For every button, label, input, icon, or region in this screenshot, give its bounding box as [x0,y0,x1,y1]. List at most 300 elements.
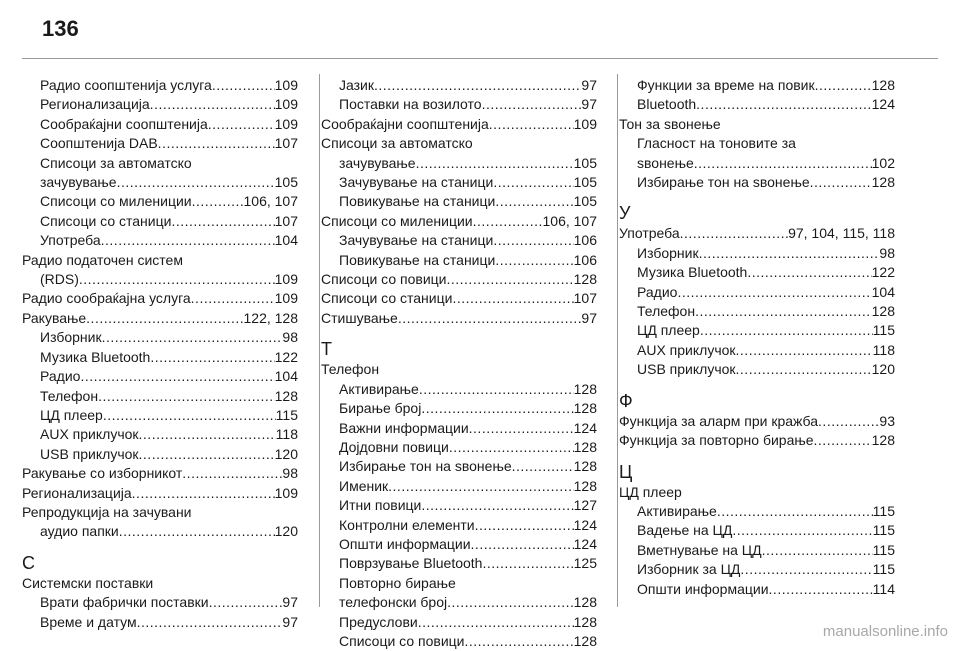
dot-leader [810,173,872,192]
index-entry-page: 115 [872,541,895,558]
page-number: 136 [42,16,79,41]
index-entry-term: Радио [40,368,81,385]
index-entry-page: 98 [879,244,895,261]
index-entry [321,360,597,379]
index-entry [321,593,597,612]
index-entry [22,445,298,464]
index-entry-term: Списоци со милениции [321,212,473,229]
dot-leader [482,554,573,573]
index-entry [321,289,597,308]
index-entry [619,115,895,134]
index-entry-term: Регионализација [22,484,132,501]
index-entry [619,580,895,599]
index-entry [22,574,298,593]
index-entry [321,438,597,457]
index-entry-term: Списоци со милениции [40,193,192,210]
index-entry [619,302,895,321]
index-entry-term: Врати фабрички поставки [40,594,209,611]
index-entry [619,502,895,521]
index-entry-page: 109 [573,115,597,132]
index-entry [22,173,298,192]
dot-leader [418,613,574,632]
index-entry-page: 97 [282,613,298,630]
index-entry [22,289,298,308]
index-entry-page: 115 [872,522,895,539]
index-entry [321,399,597,418]
index-entry [619,321,895,340]
index-entry-page: 107 [274,135,298,152]
index-entry-term: Повикување на станици [339,251,496,268]
index-entry-page: 128 [573,632,597,649]
index-entry-page: 107 [274,212,298,229]
index-entry-page: 109 [274,290,298,307]
dot-leader [447,593,574,612]
index-entry-page: 118 [872,341,895,358]
index-entry-term: Системски поставки [22,574,154,591]
index-entry [22,406,298,425]
index-entry [619,541,895,560]
index-entry-page: 122 [274,348,298,365]
dot-leader [212,76,275,95]
index-entry-page: 98 [282,465,298,482]
index-entry-term: Итни повици [339,497,422,514]
index-entry-page: 128 [274,387,298,404]
index-entry-term: Телефон [40,387,99,404]
index-entry [321,457,597,476]
dot-leader [421,399,573,418]
index-column-2 [321,76,597,651]
dot-leader [209,593,283,612]
index-entry-term: Сообраќајни соопштенија [40,115,208,132]
dot-leader [677,283,871,302]
dot-leader [150,348,274,367]
index-entry-term: Списоци за автоматско [321,135,473,152]
index-entry [22,134,298,153]
dot-leader [388,477,573,496]
index-entry-term: Bluetooth [637,96,697,113]
index-entry-page: 109 [274,115,298,132]
dot-leader [815,76,872,95]
index-entry [22,251,298,270]
dot-leader [495,192,573,211]
index-entry-page: 97 [282,594,298,611]
index-entry-term: телефонски број [339,594,448,611]
index-entry-page: 115 [275,406,298,423]
index-entry [22,522,298,541]
index-entry-term: Избирање тон на ѕвонење [637,174,810,191]
dot-leader [740,560,872,579]
index-entry-page: 105 [274,174,298,191]
index-entry-page: 128 [573,594,597,611]
dot-leader [694,154,872,173]
dot-leader [489,115,574,134]
dot-leader [482,95,582,114]
index-entry [321,535,597,554]
index-entry-page: 128 [573,613,597,630]
index-entry-term: Дојдовни повици [339,438,449,455]
index-entry-page: 115 [872,502,895,519]
index-entry-page: 114 [872,580,895,597]
dot-leader [101,231,275,250]
index-entry-page: 106 [573,232,597,249]
index-entry-term: Повикување на станици [339,193,496,210]
index-entry-page: 120 [274,445,298,462]
index-entry [321,173,597,192]
index-column-1 [22,76,298,632]
index-entry-term: ЦД плеер [619,483,682,500]
index-entry-page: 120 [871,361,895,378]
index-entry-page: 124 [573,419,597,436]
dot-leader [419,380,574,399]
index-entry-page: 122 [871,264,895,281]
index-entry-page: 115 [872,322,895,339]
index-entry [619,244,895,263]
index-entry-term: зачувување [40,174,117,191]
index-entry-term: ЦД плеер [637,322,700,339]
index-entry-page: 93 [879,412,895,429]
index-entry [22,613,298,632]
index-entry-page: 97 [581,309,597,326]
index-entry-page: 115 [872,561,895,578]
index-entry-term: AUX приклучок [40,426,139,443]
dot-leader [495,251,573,270]
dot-leader [102,328,283,347]
index-entry-term: Функции за време на повик [637,77,815,93]
index-entry-term: Изборник за ЦД [637,561,741,578]
index-entry [321,270,597,289]
index-entry-page: 97 [581,96,597,113]
index-entry-term: Списоци со повици [339,632,465,649]
index-section-letter: Ф [619,390,633,411]
index-entry-page: 122, 128 [243,309,298,326]
index-entry-page: 128 [871,432,895,449]
index-entry [321,212,597,231]
index-entry-term: Музика Bluetooth [637,264,748,281]
index-entry [619,134,895,153]
dot-leader [747,263,871,282]
dot-leader [512,457,574,476]
index-entry [321,632,597,651]
watermark: manualsonline.info [822,623,948,640]
dot-leader [398,309,582,328]
dot-leader [449,438,574,457]
index-entry [619,341,895,360]
dot-leader [814,431,872,450]
index-entry-term: AUX приклучок [637,341,736,358]
index-entry-term: Предуслови [339,613,418,630]
dot-leader [192,192,244,211]
index-entry-term: USB приклучок [637,361,736,378]
index-entry-term: Радио соопштенија услуга [40,77,212,93]
dot-leader [471,535,574,554]
index-entry-page: 128 [871,303,895,320]
dot-leader [475,516,574,535]
index-entry [22,192,298,211]
index-entry [22,503,298,522]
index-entry [321,613,597,632]
index-entry-term: Повторно бирање [339,574,456,591]
index-entry [321,251,597,270]
index-entry [22,76,298,95]
dot-leader [717,502,873,521]
index-entry-page: 106, 107 [243,193,298,210]
index-entry-term: Контролни елементи [339,516,475,533]
index-entry [619,173,895,192]
index-entry-term: (RDS) [40,271,79,288]
index-entry [22,309,298,328]
index-entry [321,192,597,211]
index-entry [321,516,597,535]
index-entry-page: 106, 107 [542,212,597,229]
index-entry-term: Именик [339,477,389,494]
index-entry-term: зачувување [339,154,416,171]
index-entry [321,554,597,573]
index-entry [22,115,298,134]
index-entry-term: Изборник [40,329,102,346]
index-entry-page: 97 [581,77,597,93]
dot-leader [86,309,243,328]
dot-leader [150,95,275,114]
index-entry-term: Поврзување Bluetooth [339,555,483,572]
index-entry-term: Телефон [321,361,380,378]
index-section-letter: Т [321,339,332,360]
index-entry-term: Списоци за автоматско [40,154,192,171]
index-entry-page: 106 [573,251,597,268]
index-entry-page: 128 [573,438,597,455]
index-entry-term: Општи информации [339,535,471,552]
index-entry-term: Важни информации [339,419,469,436]
index-entry-page: 125 [573,555,597,572]
index-entry [22,367,298,386]
index-entry-term: Функција за аларм при кражба [619,412,819,429]
index-entry [22,328,298,347]
index-entry-page: 98 [282,329,298,346]
index-entry-term: Списоци со повици [321,271,447,288]
index-entry-term: Музика Bluetooth [40,348,151,365]
index-entry-term: Функција за повторно бирање [619,432,814,449]
index-entry-term: Активирање [637,502,717,519]
index-entry-page: 128 [573,458,597,475]
index-entry [619,154,895,173]
index-entry [619,360,895,379]
index-entry [22,464,298,483]
dot-leader [182,464,282,483]
index-entry-page: 128 [573,271,597,288]
index-entry-term: Списоци со станици [40,212,172,229]
dot-leader [191,289,275,308]
dot-leader [80,367,274,386]
index-entry-term: Телефон [637,303,696,320]
dot-leader [680,224,788,243]
index-entry-page: 124 [573,535,597,552]
column-divider [319,74,320,607]
index-entry-term: Репродукција на зачувани [22,503,192,520]
dot-leader [696,95,871,114]
index-entry [22,348,298,367]
index-entry-page: 109 [274,271,298,288]
index-entry [619,431,895,450]
dot-leader [79,270,275,289]
index-section-letter: У [619,203,631,224]
dot-leader [736,341,873,360]
index-entry-page: 128 [871,174,895,191]
index-entry [321,115,597,134]
index-entry-term: Време и датум [40,613,137,630]
index-entry [619,224,895,243]
index-entry-term: Списоци со станици [321,290,453,307]
index-entry [619,521,895,540]
header-rule [22,58,938,59]
index-entry-page: 109 [274,484,298,501]
dot-leader [119,522,275,541]
dot-leader [464,632,573,651]
index-entry [619,483,895,502]
dot-leader [762,541,873,560]
dot-leader [469,419,574,438]
index-entry-term: Радио сообраќајна услуга [22,290,191,307]
index-entry-page: 104 [871,283,895,300]
index-entry-page: 105 [573,193,597,210]
dot-leader [208,115,275,134]
index-entry-term: Бирање број [339,400,422,417]
index-entry [321,134,597,153]
index-entry-term: USB приклучок [40,445,139,462]
index-entry [619,95,895,114]
dot-leader [139,425,276,444]
index-entry-term: Ракување [22,309,87,326]
index-entry-page: 118 [275,426,298,443]
index-entry-term: Вадење на ЦД [637,522,733,539]
index-entry [22,231,298,250]
index-entry-term: Радио [637,283,678,300]
index-entry [22,154,298,173]
index-column-3 [619,76,895,599]
index-entry-term: Стишување [321,309,398,326]
index-entry-term: ЦД плеер [40,406,103,423]
index-entry-term: Вметнување на ЦД [637,541,762,558]
dot-leader [493,173,573,192]
index-entry-page: 128 [573,400,597,417]
index-entry-page: 128 [871,77,895,93]
index-entry-term: Општи информации [637,580,769,597]
index-entry [321,574,597,593]
index-section-letter: С [22,552,35,573]
index-section-letter: Ц [619,461,633,482]
index-entry-term: Избирање тон на ѕвонење [339,458,512,475]
index-entry-page: 97, 104, 115, 118 [788,225,895,242]
dot-leader [818,412,879,431]
dot-leader [139,445,275,464]
index-entry-page: 109 [274,77,298,93]
index-entry-page: 105 [573,174,597,191]
dot-leader [452,289,573,308]
index-entry-page: 127 [573,497,597,514]
dot-leader [699,244,880,263]
index-entry-term: Радио податочен систем [22,251,183,268]
index-entry-page: 104 [274,232,298,249]
index-entry [22,425,298,444]
index-entry-term: ѕвонење [637,154,694,171]
dot-leader [98,387,275,406]
index-entry [619,412,895,431]
index-entry-term: Соопштенија DAB [40,135,158,152]
index-entry-term: Регионализација [40,96,150,113]
index-entry-term: Јазик [339,77,374,93]
dot-leader [473,212,543,231]
index-entry [22,387,298,406]
index-entry [619,283,895,302]
index-entry [321,419,597,438]
dot-leader [700,321,873,340]
index-entry-page: 107 [573,290,597,307]
index-entry-page: 109 [274,96,298,113]
index-entry [619,263,895,282]
dot-leader [137,613,283,632]
dot-leader [695,302,872,321]
dot-leader [117,173,275,192]
column-divider [617,74,618,607]
index-entry-term: Употреба [40,232,101,249]
index-entry [321,95,597,114]
index-entry [22,212,298,231]
index-entry-page: 128 [573,380,597,397]
index-entry [22,95,298,114]
index-entry [22,484,298,503]
index-entry-term: аудио папки [40,523,119,540]
index-entry-term: Зачувување на станици [339,232,494,249]
dot-leader [103,406,276,425]
dot-leader [493,231,573,250]
dot-leader [421,496,573,515]
index-entry [321,496,597,515]
dot-leader [374,76,581,95]
index-entry [321,154,597,173]
dot-leader [732,521,872,540]
index-entry-term: Зачувување на станици [339,174,494,191]
dot-leader [769,580,873,599]
index-entry [321,76,597,95]
dot-leader [416,154,574,173]
index-entry [321,309,597,328]
dot-leader [132,484,275,503]
index-entry [619,560,895,579]
dot-leader [171,212,274,231]
index-entry [22,270,298,289]
index-entry-term: Ракување со изборникот [22,465,183,482]
index-entry-page: 120 [274,523,298,540]
index-entry [321,477,597,496]
index-entry-term: Активирање [339,380,419,397]
index-entry-term: Поставки на возилото [339,96,482,113]
index-entry-page: 128 [573,477,597,494]
index-entry-page: 124 [871,96,895,113]
index-entry-term: Изборник [637,244,699,261]
dot-leader [158,134,275,153]
index-entry-page: 102 [871,154,895,171]
index-entry-term: Гласност на тоновите за [637,135,796,152]
index-entry-term: Сообраќајни соопштенија [321,115,489,132]
dot-leader [446,270,573,289]
index-entry-term: Употреба [619,225,680,242]
index-entry [619,76,895,95]
index-entry-term: Тон за ѕвонење [619,115,721,132]
dot-leader [736,360,872,379]
index-entry [321,231,597,250]
index-entry-page: 104 [274,368,298,385]
index-entry-page: 124 [573,516,597,533]
index-entry-page: 105 [573,154,597,171]
index-entry [22,593,298,612]
